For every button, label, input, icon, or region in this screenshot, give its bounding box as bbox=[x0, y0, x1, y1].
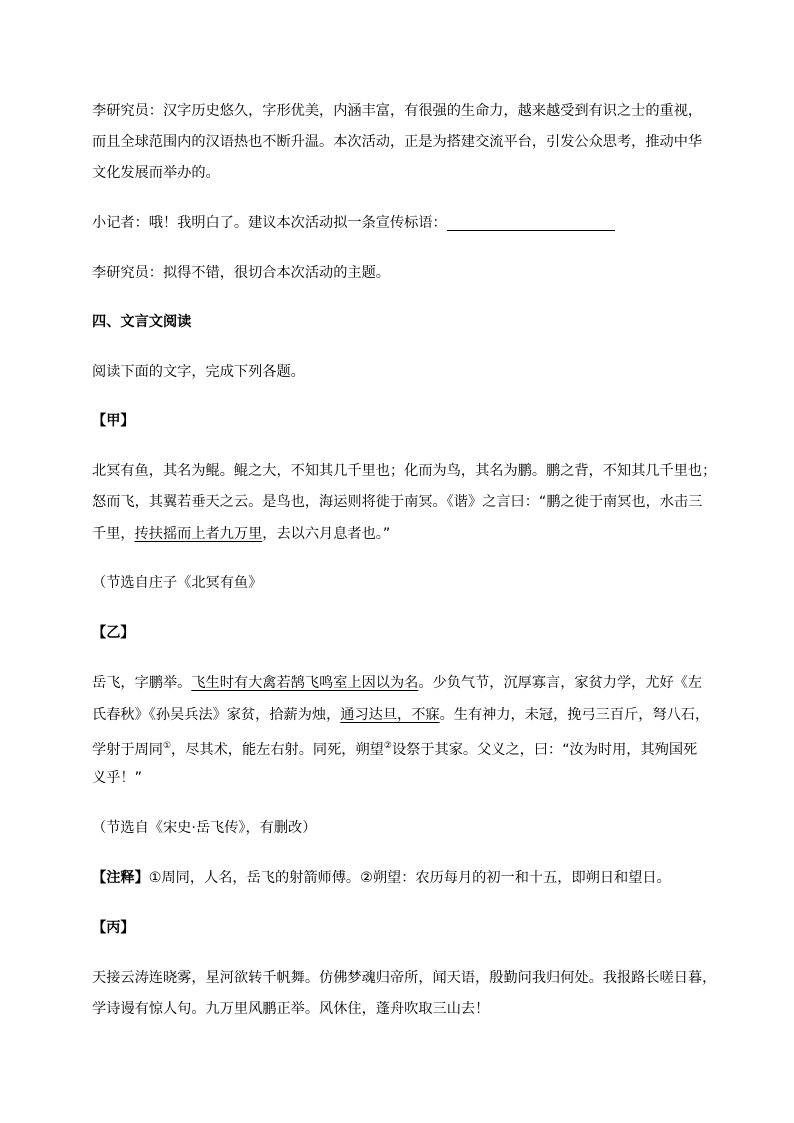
section-heading: 四、文言文阅读 bbox=[92, 314, 192, 330]
passage-yi-label: 【乙】 bbox=[92, 625, 135, 641]
yi-text: 。少负气节，沉厚寡言，家贫力学，尤好《左 bbox=[418, 675, 703, 691]
jia-text: 千里， bbox=[92, 526, 135, 542]
passage-yi-line-2 bbox=[92, 699, 712, 731]
yi-text: 设祭于其家。父义之，曰：“汝为时用，其殉国死 bbox=[391, 742, 698, 758]
note-marker-1: ① bbox=[162, 741, 172, 751]
passage-bing-line-2: 学诗谩有惊人句。九万里风鹏正举。风休住，蓬舟吹取三山去！ bbox=[92, 1001, 490, 1017]
notes-label: 【注释】 bbox=[92, 870, 149, 886]
yi-text: 。生有神力，未冠，挽弓三百斤，弩八石， bbox=[439, 707, 710, 723]
slogan-answer-blank[interactable] bbox=[447, 212, 615, 231]
jia-underlined-phrase: 抟扶摇而上者九万里 bbox=[134, 526, 263, 542]
passage-jia-line-1: 北冥有鱼，其名为鲲。鲲之大，不知其几千里也；化而为鸟，其名为鹏。鹏之背，不知其几千里也； bbox=[92, 463, 717, 479]
yi-text: 氏春秋》《孙吴兵法》家贫，拾薪为烛， bbox=[92, 707, 341, 723]
yi-text: ，尽其术，能左右射。同死，朔望 bbox=[171, 742, 384, 758]
yi-underlined-sentence: 飞生时有大禽若鹄飞鸣室上因以为名 bbox=[191, 675, 419, 691]
passage-yi-source: （节选自《宋史·岳飞传》，有删改） bbox=[92, 820, 317, 836]
passage-bing-line-1: 天接云涛连晓雾，星河欲转千帆舞。仿佛梦魂归帝所，闻天语，殷勤问我归何处。我报路长嗟日暮， bbox=[92, 970, 717, 986]
jia-text: ，去以六月息者也。” bbox=[262, 526, 391, 542]
passage-yi-line-3 bbox=[92, 730, 712, 766]
passage-yi-line-1 bbox=[92, 667, 712, 699]
passage-jia-line-3 bbox=[92, 518, 712, 550]
passage-yi-line-4: 义乎！” bbox=[92, 770, 142, 786]
li-speech-line-3: 文化发展而举办的。 bbox=[92, 165, 220, 181]
notes-text: ①周同，人名，岳飞的射箭师傅。②朔望：农历每月的初一和十五，即朔日和望日。 bbox=[148, 870, 671, 886]
li-speech-line-2: 而且全球范围内的汉语热也不断升温。本次活动，正是为搭建交流平台，引发公众思考，推动中华 bbox=[92, 134, 703, 150]
yi-underlined-phrase: 通习达旦，不寐 bbox=[340, 707, 440, 723]
reporter-speech bbox=[92, 207, 712, 239]
note-marker-2: ② bbox=[383, 741, 392, 751]
passage-jia-source: （节选自庄子《北冥有鱼》 bbox=[92, 575, 263, 591]
li-speech-line-1: 李研究员：汉字历史悠久，字形优美，内涵丰富，有很强的生命力，越来越受到有识之士的重视， bbox=[92, 103, 703, 119]
passage-jia-line-2: 怒而飞，其翼若垂天之云。是鸟也，海运则将徙于南冥。《谐》之言曰：“鹏之徙于南冥也，水击三 bbox=[92, 494, 703, 510]
passage-bing-label: 【丙】 bbox=[92, 920, 135, 936]
yi-text: 学射于周同 bbox=[92, 742, 163, 758]
passage-jia-label: 【甲】 bbox=[92, 413, 135, 429]
li-response: 李研究员：拟得不错，很切合本次活动的主题。 bbox=[92, 265, 390, 281]
reporter-speech-text: 小记者：哦！我明白了。建议本次活动拟一条宣传标语： bbox=[92, 215, 447, 231]
notes bbox=[92, 862, 712, 894]
section-instructions: 阅读下面的文字，完成下列各题。 bbox=[92, 364, 305, 380]
yi-text: 岳飞，字鹏举。 bbox=[92, 675, 192, 691]
